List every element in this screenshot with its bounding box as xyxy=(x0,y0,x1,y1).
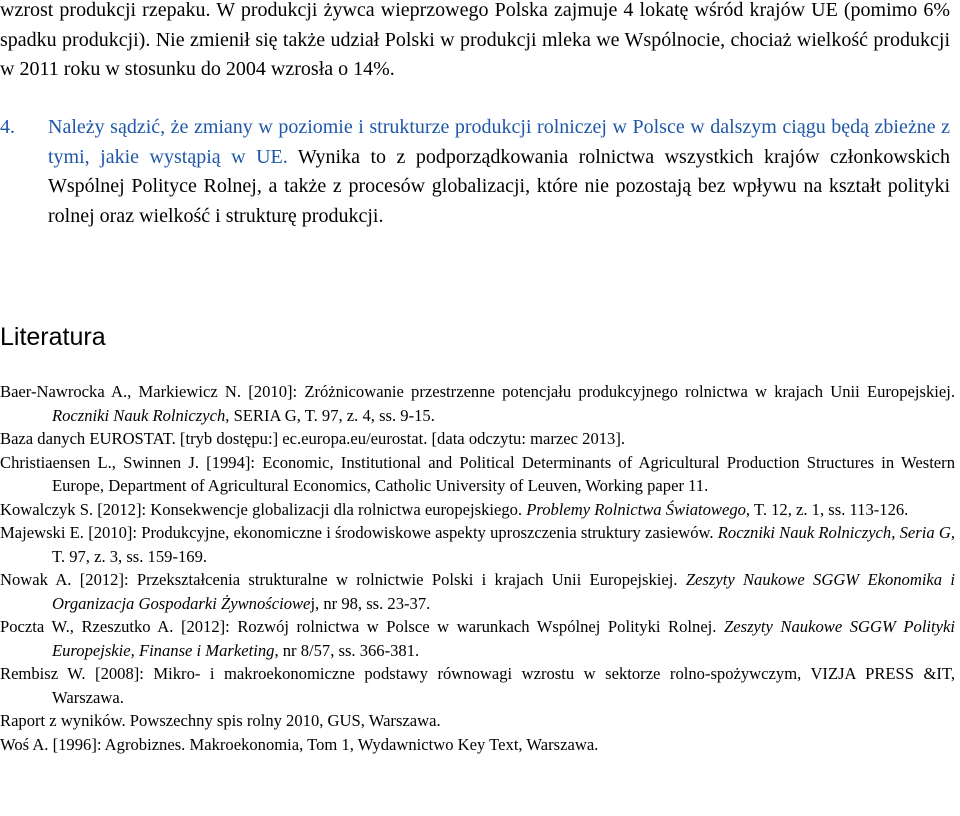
reference-item xyxy=(0,568,955,615)
reference-text: Baer-Nawrocka A., Markiewicz N. [2010]: Zróżnicowanie przestrzenne potencjału produkcyjnego rolnictwa w krajach Unii Europejskiej. xyxy=(0,382,955,401)
reference-text: Christiaensen L., Swinnen J. [1994]: Economic, Institutional and Political Determinants of Agricultural Production Structures in Western Europe, Department of Agricultural Economics, Catholic University of Leuven, Working paper 11. xyxy=(0,452,955,495)
continuation-paragraph: wzrost produkcji rzepaku. W produkcji żywca wieprzowego Polska zajmuje 4 lokatę wśród krajów UE (pomimo 6% spadku produkcji). Nie zmienił się także udział Polski w produkcji mleka we Wspólnocie, chociaż wielkość produkcji w 2011 roku w stosunku do 2004 wzrosła o 14%. xyxy=(0,0,950,80)
reference-item xyxy=(0,615,955,662)
reference-details: T. 97, z. 3, ss. 159-169. xyxy=(52,546,208,566)
reference-item xyxy=(0,498,955,522)
reference-list xyxy=(0,380,955,756)
reference-journal: Problemy Rolnictwa Światowego, xyxy=(526,499,751,519)
reference-text: Majewski E. [2010]: Produkcyjne, ekonomiczne i środowiskowe aspekty uproszczenia struktury zasiewów. xyxy=(0,523,718,542)
reference-item xyxy=(0,662,955,709)
reference-text: Poczta W., Rzeszutko A. [2012]: Rozwój rolnictwa w Polsce w warunkach Wspólnej Polityki Rolnej. xyxy=(0,617,725,636)
reference-details: , nr 8/57, ss. 366-381. xyxy=(274,640,420,660)
reference-text: Rembisz W. [2008]: Mikro- i makroekonomiczne podstawy równowagi wzrostu w sektorze rolno-spożywczym, VIZJA PRESS &IT, Warszawa. xyxy=(0,664,955,707)
reference-item xyxy=(0,427,955,451)
literature-heading: Literatura xyxy=(0,323,106,351)
reference-text: Kowalczyk S. [2012]: Konsekwencje globalizacji dla rolnictwa europejskiego. xyxy=(0,499,527,519)
reference-item xyxy=(0,380,955,427)
reference-item xyxy=(0,709,955,733)
conclusion-highlighted-text: Należy sądzić, że zmiany w poziomie i strukturze produkcji rolniczej w Polsce w dalszym ciągu będą zbieżne z tymi, jakie wystąpią w UE. xyxy=(48,116,950,168)
reference-details: j, nr 98, ss. 23-37. xyxy=(310,593,431,613)
reference-item xyxy=(0,733,955,757)
reference-text: Baza danych EUROSTAT. [tryb dostępu:] ec.europa.eu/eurostat. [data odczytu: marzec 2013]. xyxy=(0,429,626,448)
reference-journal: Roczniki Nauk Rolniczych xyxy=(52,405,226,425)
conclusion-text: Wynika to z podporządkowania rolnictwa wszystkich krajów członkowskich Wspólnej Polityce Rolnej, a także z procesów globalizacji, które nie pozostają bez wpływu na kształt polityki rolnej oraz wielkość i strukturę produkcji. xyxy=(48,145,950,227)
reference-item xyxy=(0,451,955,498)
reference-journal: Roczniki Nauk Rolniczych, Seria G, xyxy=(717,523,955,542)
reference-journal: Zeszyty Naukowe SGGW Polityki Europejskie, Finanse i Marketing xyxy=(52,617,955,660)
reference-item xyxy=(0,521,955,568)
conclusion-number: 4. xyxy=(0,116,15,138)
reference-text: Raport z wyników. Powszechny spis rolny 2010, GUS, Warszawa. xyxy=(0,711,441,730)
conclusion-item-4 xyxy=(0,113,950,231)
reference-details: , SERIA G, T. 97, z. 4, ss. 9-15. xyxy=(225,405,435,425)
reference-text: Woś A. [1996]: Agrobiznes. Makroekonomia, Tom 1, Wydawnictwo Key Text, Warszawa. xyxy=(0,734,599,754)
reference-journal: Zeszyty Naukowe SGGW Ekonomika i Organizacja Gospodarki Żywnościowe xyxy=(52,570,956,613)
reference-text: Nowak A. [2012]: Przekształcenia strukturalne w rolnictwie Polski i krajach Unii Europejskiej. xyxy=(0,570,686,589)
reference-details: T. 12, z. 1, ss. 113-126. xyxy=(750,499,909,519)
